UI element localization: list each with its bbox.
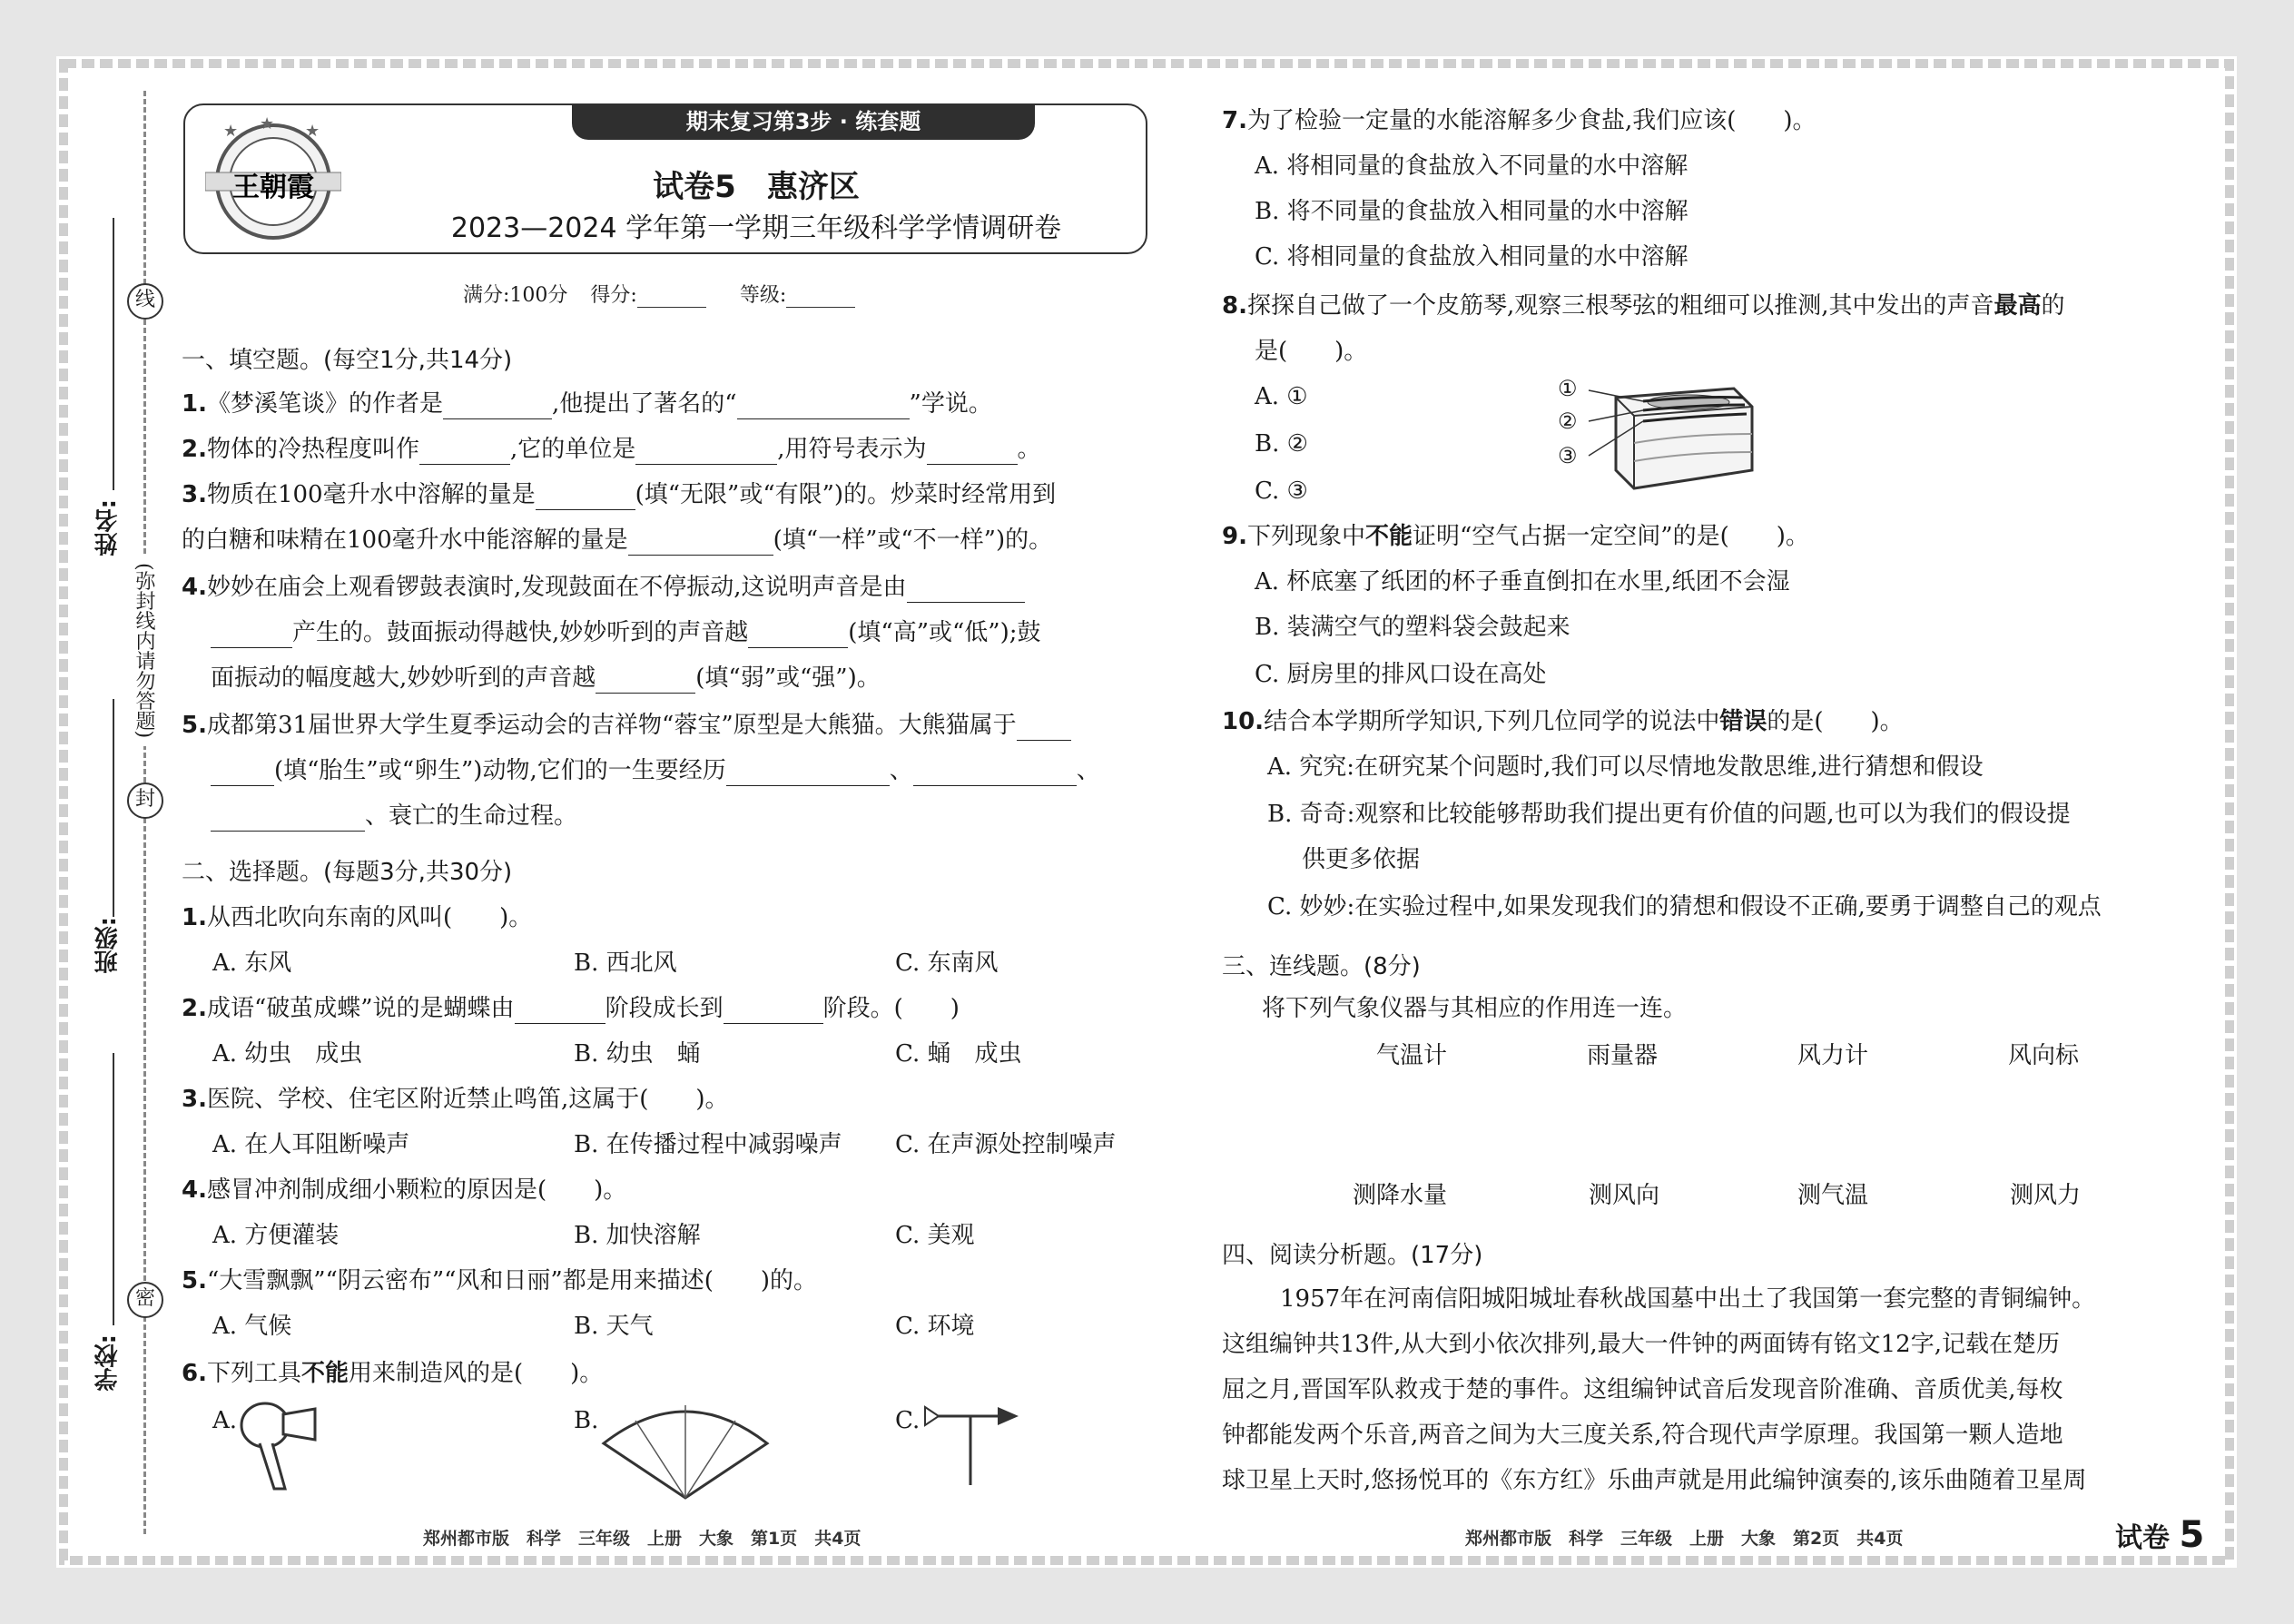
- seal-char-line: 线: [127, 283, 163, 320]
- s2-q6-option-b[interactable]: B.: [574, 1407, 599, 1434]
- s2-question-4: 4.感冒冲剂制成细小颗粒的原因是( )。: [182, 1176, 627, 1204]
- s2-question-8-line2: 是( )。: [1255, 338, 1368, 365]
- function-temperature[interactable]: 测气温: [1797, 1182, 1869, 1209]
- score-line: 满分:100分 得分: 等级:: [463, 280, 882, 308]
- instrument-rain-gauge[interactable]: 雨量器: [1587, 1042, 1659, 1069]
- section1-title: 一、填空题。(每空1分,共14分): [182, 347, 513, 374]
- exam-title: 试卷5 惠济区: [653, 169, 860, 205]
- s2-question-3: 3.医院、学校、住宅区附近禁止鸣笛,这属于( )。: [182, 1086, 729, 1113]
- s2-q6-option-c[interactable]: C.: [895, 1407, 921, 1434]
- folding-fan-icon: [599, 1398, 772, 1502]
- s2-question-5: 5.“大雪飘飘”“阴云密布”“风和日丽”都是用来描述( )的。: [182, 1267, 818, 1294]
- function-wind-force[interactable]: 测风力: [2010, 1182, 2082, 1209]
- reading-line-5: 球卫星上天时,悠扬悦耳的《东方红》乐曲声就是用此编钟演奏的,该乐曲随着卫星周: [1222, 1467, 2087, 1494]
- section2-title: 二、选择题。(每题3分,共30分): [182, 859, 513, 886]
- class-label: 班级:: [94, 917, 122, 974]
- grade-blank[interactable]: [786, 307, 855, 308]
- reading-line-1: 1957年在河南信阳城阳城址春秋战国墓中出土了我国第一套完整的青铜编钟。: [1280, 1285, 2096, 1313]
- exam-subtitle: 2023—2024 学年第一学期三年级科学学情调研卷: [450, 212, 1062, 244]
- string-label-3: ③: [1558, 443, 1578, 468]
- blank[interactable]: [748, 622, 848, 648]
- s2-q10-option-b[interactable]: B. 奇奇:观察和比较能够帮助我们提出更有价值的问题,也可以为我们的假设提: [1267, 801, 2071, 828]
- s2-q4-option-a[interactable]: A. 方便灌装: [212, 1222, 340, 1249]
- s2-question-9: 9.下列现象中不能证明“空气占据一定空间”的是( )。: [1222, 523, 1809, 550]
- s2-q1-option-c[interactable]: C. 东南风: [895, 950, 999, 977]
- s2-question-6: 6.下列工具不能用来制造风的是( )。: [182, 1360, 604, 1387]
- string-label-1: ①: [1558, 376, 1578, 401]
- page-number: 试卷 5: [2115, 1514, 2205, 1556]
- blank[interactable]: [726, 760, 890, 786]
- s2-q4-option-c[interactable]: C. 美观: [895, 1222, 975, 1249]
- hair-dryer-icon: [238, 1398, 320, 1502]
- seal-note: (弥封线内请勿答题): [127, 556, 160, 746]
- class-field[interactable]: [91, 635, 127, 980]
- seal-char-secret: 密: [127, 1282, 163, 1318]
- function-wind-direction[interactable]: 测风向: [1589, 1182, 1660, 1209]
- blank[interactable]: [628, 529, 773, 556]
- blank[interactable]: [515, 998, 605, 1024]
- blank[interactable]: [536, 484, 635, 510]
- school-field[interactable]: [91, 1053, 127, 1416]
- s2-q3-option-a[interactable]: A. 在人耳阻断噪声: [212, 1131, 410, 1158]
- s1-question-5-line3: 、衰亡的生命过程。: [211, 801, 577, 832]
- s1-question-2: 2.物体的冷热程度叫作 ,它的单位是 ,用符号表示为 。: [182, 436, 1041, 463]
- s2-q7-option-b[interactable]: B. 将不同量的食盐放入相同量的水中溶解: [1255, 198, 1689, 225]
- exam-header: [183, 103, 1147, 254]
- blank[interactable]: [1017, 714, 1071, 741]
- rubber-band-box-illustration: [1580, 370, 1761, 497]
- blank[interactable]: [913, 760, 1077, 786]
- blank[interactable]: [724, 998, 823, 1024]
- s2-q8-option-a[interactable]: A. ①: [1255, 383, 1308, 410]
- name-label: 姓名:: [94, 499, 122, 556]
- function-precipitation[interactable]: 测降水量: [1353, 1182, 1448, 1209]
- blank[interactable]: [419, 438, 510, 465]
- s2-q7-option-a[interactable]: A. 将相同量的食盐放入不同量的水中溶解: [1255, 153, 1689, 180]
- s2-q5-option-c[interactable]: C. 环境: [895, 1313, 975, 1340]
- svg-text:★: ★: [260, 116, 275, 133]
- s1-question-3: 3.物质在100毫升水中溶解的量是 (填“无限”或“有限”)的。炒菜时经常用到: [182, 481, 1057, 508]
- s2-q10-option-a[interactable]: A. 究究:在研究某个问题时,我们可以尽情地发散思维,进行猜想和假设: [1267, 753, 1984, 781]
- s1-question-4-line2: 产生的。鼓面振动得越快,妙妙听到的声音越 (填“高”或“低”);鼓: [211, 617, 1040, 648]
- s2-q9-option-c[interactable]: C. 厨房里的排风口设在高处: [1255, 661, 1547, 688]
- seal-char-seal: 封: [127, 782, 163, 819]
- s2-question-10: 10.结合本学期所学知识,下列几位同学的说法中错误的是( )。: [1222, 708, 1904, 735]
- footer-right: 郑州都市版 科学 三年级 上册 大象 第2页 共4页: [1465, 1529, 1904, 1549]
- blank[interactable]: [927, 438, 1018, 465]
- blank[interactable]: [596, 667, 695, 694]
- s2-q2-option-a[interactable]: A. 幼虫 成虫: [212, 1040, 363, 1068]
- s2-q8-option-b[interactable]: B. ②: [1255, 430, 1308, 458]
- section4-title: 四、阅读分析题。(17分): [1222, 1242, 1483, 1269]
- string-label-2: ②: [1558, 408, 1578, 434]
- publisher-logo: [205, 116, 341, 243]
- s2-q6-option-a[interactable]: A.: [212, 1407, 238, 1434]
- s1-question-3-line2: 的白糖和味精在100毫升水中能溶解的量是 (填“一样”或“不一样”)的。: [182, 527, 1053, 554]
- s2-q10-option-b-line2: 供更多依据: [1302, 846, 1421, 873]
- s2-question-1: 1.从西北吹向东南的风叫( )。: [182, 904, 533, 931]
- svg-text:★: ★: [223, 122, 239, 141]
- blank[interactable]: [635, 438, 777, 465]
- section3-title: 三、连线题。(8分): [1222, 953, 1421, 980]
- instrument-thermometer[interactable]: 气温计: [1376, 1042, 1448, 1069]
- s1-question-1: 1.《梦溪笔谈》的作者是 ,他提出了著名的“ ”学说。: [182, 390, 992, 418]
- s1-question-4: 4.妙妙在庙会上观看锣鼓表演时,发现鼓面在不停振动,这说明声音是由: [182, 572, 1025, 603]
- s2-q5-option-b[interactable]: B. 天气: [574, 1313, 654, 1340]
- blank[interactable]: [907, 576, 1025, 603]
- reading-line-3: 屈之月,晋国军队救戎于楚的事件。这组编钟试音后发现音阶准确、音质优美,每枚: [1222, 1376, 2063, 1403]
- svg-text:★: ★: [305, 122, 320, 141]
- name-field[interactable]: [91, 209, 127, 572]
- section3-instruction: 将下列气象仪器与其相应的作用连一连。: [1262, 995, 1688, 1022]
- s2-q2-option-b[interactable]: B. 幼虫 蛹: [574, 1040, 701, 1068]
- blank[interactable]: [211, 622, 292, 648]
- blank[interactable]: [737, 393, 910, 419]
- school-label: 学校:: [94, 1334, 122, 1392]
- blank[interactable]: [211, 805, 365, 832]
- logo-text: 王朝霞: [232, 172, 314, 203]
- s2-q3-option-b[interactable]: B. 在传播过程中减弱噪声: [574, 1131, 842, 1158]
- s2-q9-option-a[interactable]: A. 杯底塞了纸团的杯子垂直倒扣在水里,纸团不会湿: [1255, 568, 1790, 595]
- s2-q4-option-b[interactable]: B. 加快溶解: [574, 1222, 701, 1249]
- s2-q7-option-c[interactable]: C. 将相同量的食盐放入相同量的水中溶解: [1255, 243, 1689, 271]
- s2-question-7: 7.为了检验一定量的水能溶解多少食盐,我们应该( )。: [1222, 107, 1816, 134]
- footer-left: 郑州都市版 科学 三年级 上册 大象 第1页 共4页: [423, 1529, 861, 1549]
- s2-q2-option-c[interactable]: C. 蛹 成虫: [895, 1040, 1022, 1068]
- s2-q8-option-c[interactable]: C. ③: [1255, 477, 1308, 505]
- s2-q1-option-b[interactable]: B. 西北风: [574, 950, 677, 977]
- reading-line-4: 钟都能发两个乐音,两音之间为大三度关系,符合现代声学原理。我国第一颗人造地: [1222, 1422, 2063, 1449]
- s2-q9-option-b[interactable]: B. 装满空气的塑料袋会鼓起来: [1255, 614, 1570, 641]
- s2-q3-option-c[interactable]: C. 在声源处控制噪声: [895, 1131, 1117, 1158]
- blank[interactable]: [211, 760, 274, 786]
- s2-q10-option-c[interactable]: C. 妙妙:在实验过程中,如果发现我们的猜想和假设不正确,要勇于调整自己的观点: [1267, 893, 2102, 920]
- weather-vane-icon: [921, 1398, 1020, 1489]
- s1-question-4-line3: 面振动的幅度越大,妙妙听到的声音越 (填“弱”或“强”)。: [211, 664, 881, 692]
- s2-q5-option-a[interactable]: A. 气候: [212, 1313, 292, 1340]
- s1-question-5: 5.成都第31届世界大学生夏季运动会的吉祥物“蓉宝”原型是大熊猫。大熊猫属于: [182, 710, 1071, 741]
- instrument-anemometer[interactable]: 风力计: [1797, 1042, 1869, 1069]
- s1-question-5-line2: (填“胎生”或“卵生”)动物,它们的一生要经历 、 、: [211, 755, 1100, 786]
- blank[interactable]: [443, 393, 552, 419]
- score-blank[interactable]: [637, 307, 706, 308]
- step-banner: 期末复习第3步 · 练套题: [572, 103, 1035, 140]
- s2-q1-option-a[interactable]: A. 东风: [212, 950, 292, 977]
- s2-question-2: 2.成语“破茧成蝶”说的是蝴蝶由 阶段成长到 阶段。( ): [182, 995, 960, 1022]
- s2-question-8: 8.探探自己做了一个皮筋琴,观察三根琴弦的粗细可以推测,其中发出的声音最高的: [1222, 292, 2065, 320]
- instrument-wind-vane[interactable]: 风向标: [2008, 1042, 2080, 1069]
- reading-line-2: 这组编钟共13件,从大到小依次排列,最大一件钟的两面铸有铭文12字,记载在楚历: [1222, 1331, 2060, 1358]
